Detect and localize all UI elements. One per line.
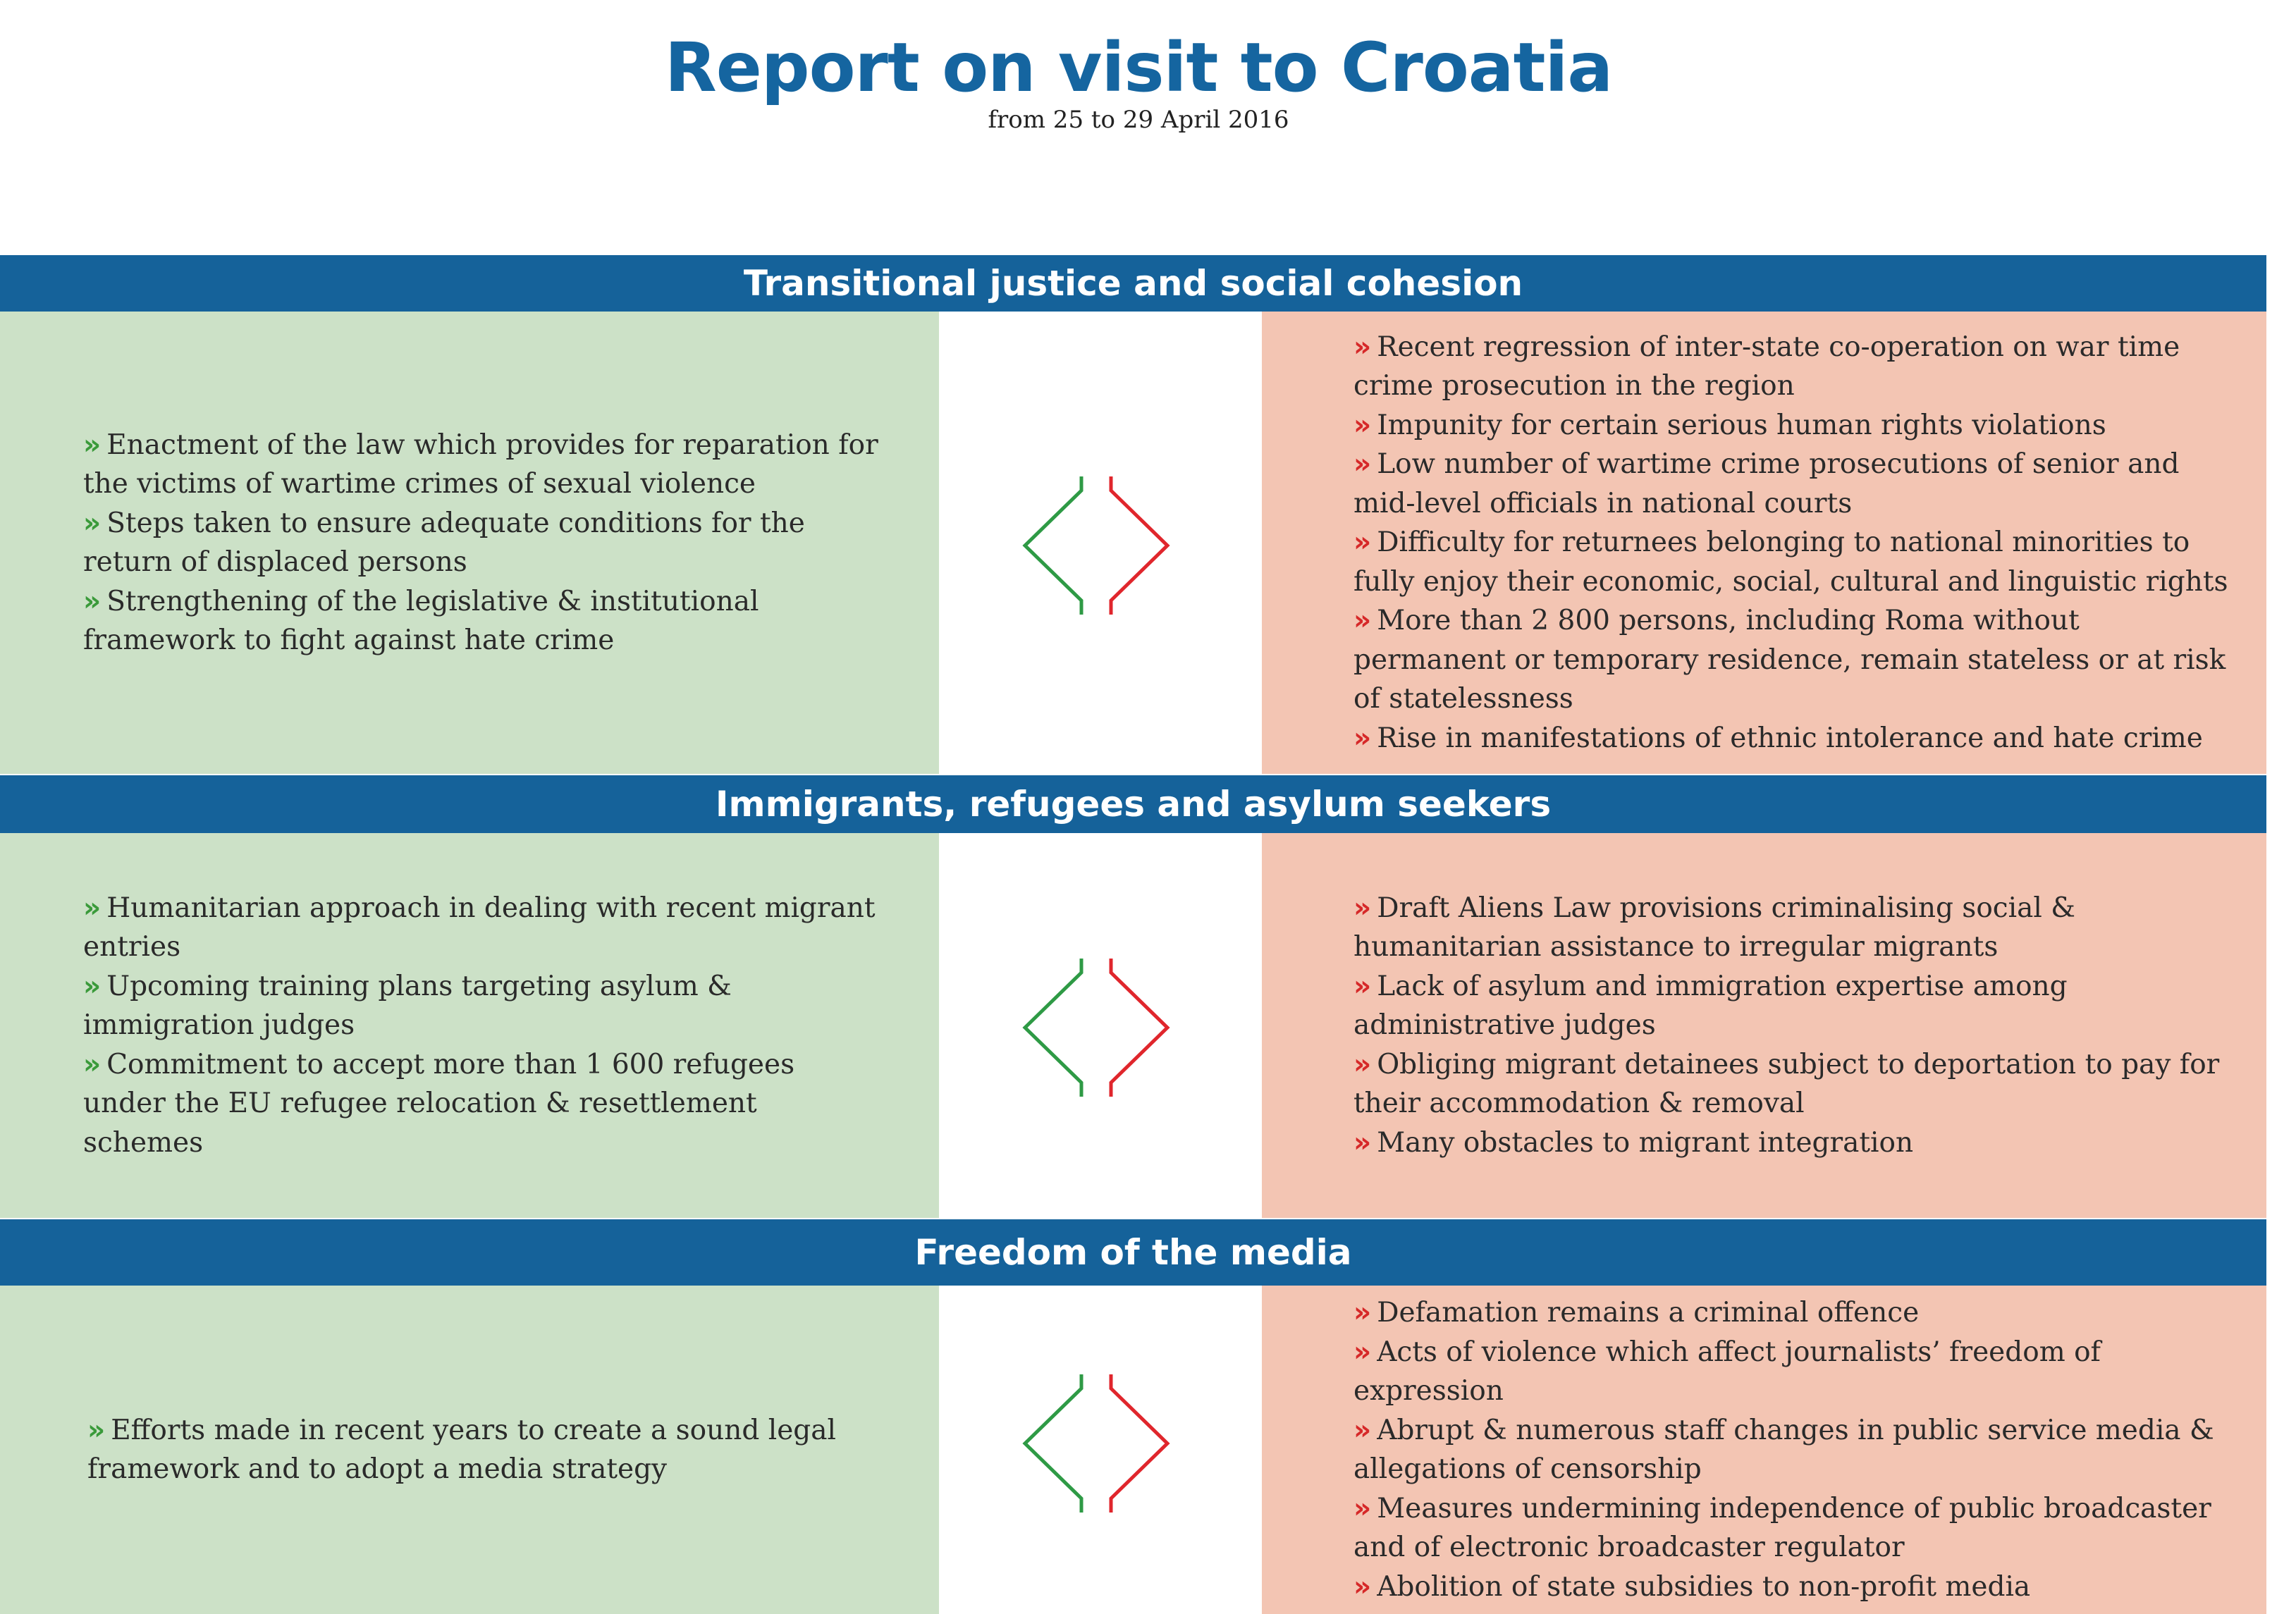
negative-item: » More than 2 800 persons, including Roma without permanent or temporary residence, remain stateless or at risk of statelessness: [1353, 605, 2226, 715]
positive-item: » Commitment to accept more than 1 600 refugees under the EU refugee relocation & resettlement schemes: [83, 1048, 795, 1159]
bullet-marker: »: [1353, 1048, 1372, 1080]
negative-item: » Many obstacles to migrant integration: [1353, 1126, 1914, 1159]
positives-list: [83, 426, 883, 660]
bullet-marker: »: [1353, 1336, 1372, 1368]
negative-item: » Draft Aliens Law provisions criminalising social & humanitarian assistance to irregular migrants: [1353, 892, 2075, 963]
negative-item: » Recent regression of inter-state co-operation on war time crime prosecution in the region: [1353, 331, 2180, 402]
negative-item: » Lack of asylum and immigration expertise among administrative judges: [1353, 970, 2068, 1042]
bullet-marker: »: [1353, 892, 1372, 924]
bullet-marker: »: [83, 1048, 102, 1080]
bullet-marker: »: [1353, 1297, 1372, 1329]
positive-item: » Humanitarian approach in dealing with recent migrant entries: [83, 892, 876, 963]
positives-list: [87, 1411, 883, 1489]
negative-item: » Obliging migrant detainees subject to deportation to pay for their accommodation & removal: [1353, 1048, 2220, 1120]
bullet-marker: »: [83, 429, 102, 461]
bullet-marker: »: [83, 892, 102, 924]
bullet-marker: »: [83, 585, 102, 617]
double-arrow-icon: [1015, 475, 1184, 616]
bullet-marker: »: [1353, 1492, 1372, 1524]
negative-item: » Acts of violence which affect journalists’ freedom of expression: [1353, 1336, 2101, 1407]
bullet-marker: »: [1353, 970, 1372, 1002]
bullet-marker: »: [1353, 1414, 1372, 1446]
double-arrow-icon: [1015, 1373, 1184, 1514]
bullet-marker: »: [1353, 448, 1372, 481]
bullet-marker: »: [1353, 331, 1372, 363]
negatives-list: [1353, 1293, 2238, 1606]
bullet-marker: »: [1353, 722, 1372, 754]
positives-panel-transitional-justice: [0, 312, 939, 774]
bullet-marker: »: [1353, 409, 1372, 441]
positive-item: » Strengthening of the legislative & institutional framework to fight against hate crime: [83, 585, 759, 656]
negatives-panel-immigrants: [1262, 833, 2266, 1218]
negatives-panel-media: [1262, 1286, 2266, 1614]
bullet-marker: »: [1353, 1570, 1372, 1603]
negative-item: » Impunity for certain serious human rights violations: [1353, 409, 2106, 441]
bullet-marker: »: [87, 1414, 106, 1446]
positive-item: » Upcoming training plans targeting asylum & immigration judges: [83, 970, 732, 1042]
negatives-panel-transitional-justice: [1262, 312, 2266, 774]
negatives-list: [1353, 889, 2238, 1163]
positive-item: » Enactment of the law which provides for reparation for the victims of wartime crimes of sexual violence: [83, 429, 878, 500]
page-subtitle: from 25 to 29 April 2016: [988, 106, 1289, 134]
section-heading-immigrants: Immigrants, refugees and asylum seekers: [0, 775, 2266, 833]
bullet-marker: »: [83, 507, 102, 539]
bullet-marker: »: [1353, 605, 1372, 637]
negative-item: » Low number of wartime crime prosecutions of senior and mid-level officials in national courts: [1353, 448, 2180, 519]
double-arrow-icon: [1015, 957, 1184, 1098]
section-heading-media: Freedom of the media: [0, 1219, 2266, 1286]
positives-panel-media: [0, 1286, 939, 1614]
positive-item: » Efforts made in recent years to create a sound legal framework and to adopt a media strategy: [87, 1414, 836, 1485]
bullet-marker: »: [83, 970, 102, 1002]
section-heading-transitional-justice: Transitional justice and social cohesion: [0, 255, 2266, 312]
positives-list: [83, 889, 883, 1163]
positives-panel-immigrants: [0, 833, 939, 1218]
negatives-list: [1353, 328, 2238, 758]
negative-item: » Measures undermining independence of public broadcaster and of electronic broadcaster regulator: [1353, 1492, 2211, 1563]
negative-item: » Abolition of state subsidies to non-profit media: [1353, 1570, 2031, 1603]
negative-item: » Rise in manifestations of ethnic intolerance and hate crime: [1353, 722, 2203, 754]
negative-item: » Defamation remains a criminal offence: [1353, 1297, 1920, 1329]
bullet-marker: »: [1353, 1126, 1372, 1159]
negative-item: » Difficulty for returnees belonging to national minorities to fully enjoy their economic, social, cultural and linguistic rights: [1353, 526, 2228, 598]
page-title: Report on visit to Croatia: [664, 28, 1613, 107]
bullet-marker: »: [1353, 526, 1372, 559]
positive-item: » Steps taken to ensure adequate conditions for the return of displaced persons: [83, 507, 805, 578]
negative-item: » Abrupt & numerous staff changes in public service media & allegations of censorship: [1353, 1414, 2214, 1485]
